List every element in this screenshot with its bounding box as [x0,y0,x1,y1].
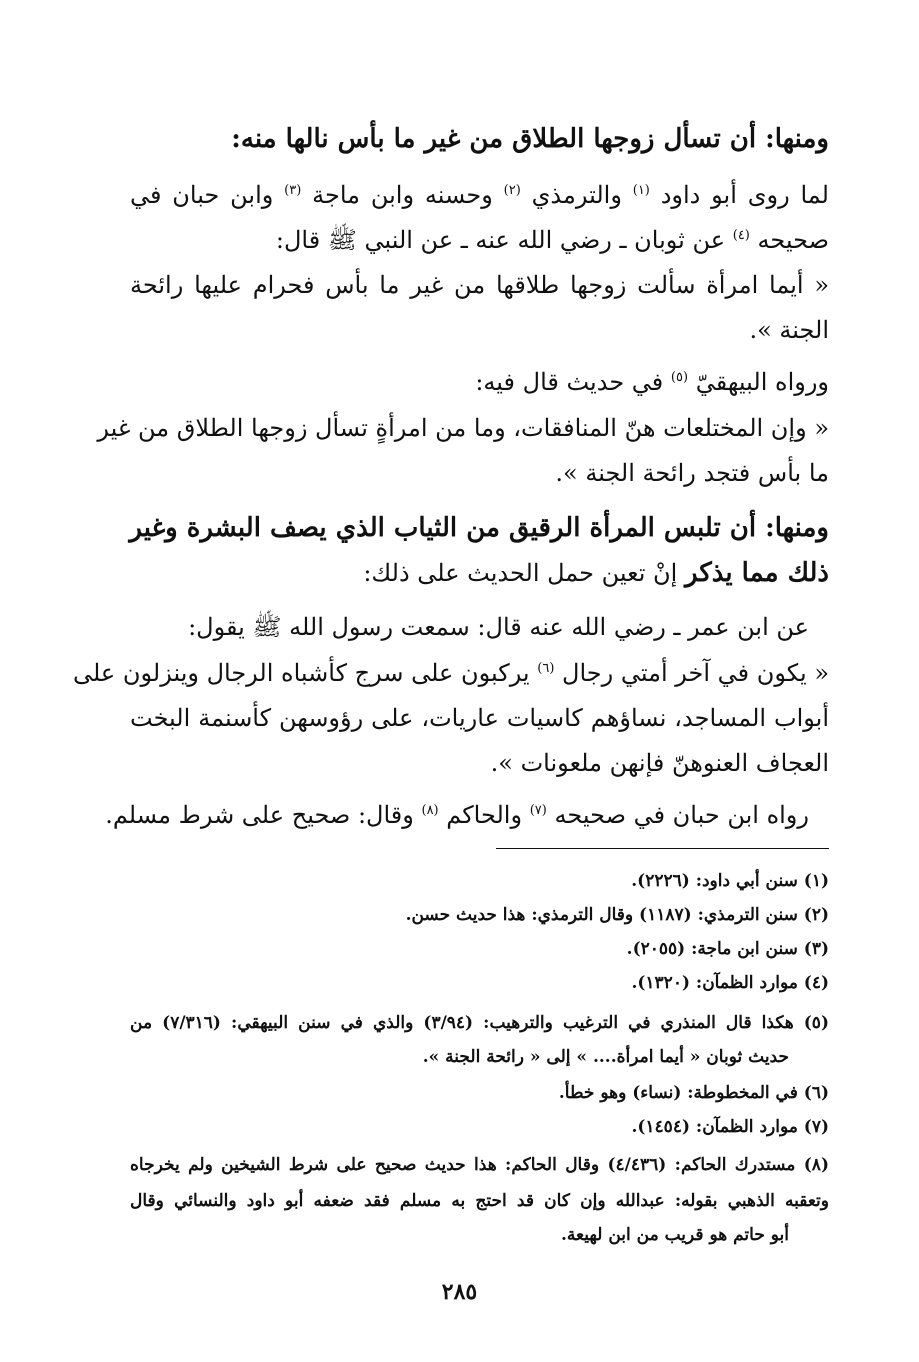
footnote-ref-7[interactable]: (٧) [529,803,547,818]
footnote-ref-6[interactable]: (٦) [537,661,555,676]
footnote-ref-2[interactable]: (٢) [503,183,521,198]
hadith-quote-3-line3: العجاف العنوهنّ فإنهن ملعونات ». [490,749,829,777]
footnote-7: (٧) موارد الظمآن: (١٤٥٤). [631,1117,829,1137]
paragraph-ibn-hibban: رواه ابن حبان في صحيحه $^{(٧)}$ والحاكم $^{(٨)}$ وقال: صحيح على شرط مسلم. [105,801,809,829]
footnote-1: (١) سنن أبي داود: (٢٢٢٦). [631,871,829,891]
hadith-quote-2-line2: ما بأس فتجد رائحة الجنة ». [555,459,829,487]
hadith-quote-3-line2: أبواب المساجد، نساؤهم كاسيات عاريات، على رؤوسهن كأسنمة البخت [130,704,829,732]
footnote-8-line3: أبو حاتم هو قريب من ابن لهيعة. [561,1225,789,1245]
footnote-ref-5[interactable]: (٥) [670,370,689,385]
section-heading-clothing-line2: ذلك مما يذكر إنْ تعين حمل الحديث على ذلك: [363,558,829,588]
footnote-3: (٣) سنن ابن ماجة: (٢٠٥٥). [626,939,829,959]
footnote-ref-8[interactable]: (٨) [421,803,439,818]
footnote-ref-4[interactable]: (٤) [732,228,750,243]
footnote-separator [496,848,829,849]
footnote-5-line2: حديث ثوبان « أيما امرأة.... » إلى « رائحة الجنة ». [422,1047,789,1067]
footnote-ref-3[interactable]: (٣) [284,183,302,198]
paragraph-narrators-line2: صحيحه $^{(٤)}$ عن ثوبان ـ رضي الله عنه ـ عن النبي ﷺ قال: [275,226,829,254]
footnote-6: (٦) في المخطوطة: (نساء) وهو خطأ. [558,1083,829,1103]
paragraph-narrators-line1: لما روى أبو داود $^{(١)}$ والترمذي $^{(٢)}$ وحسنه وابن ماجة $^{(٣)}$ وابن حبان في [130,181,829,209]
hadith-quote-1-line1: « أيما امرأة سألت زوجها طلاقها من غير ما بأس فحرام عليها رائحة [130,271,829,299]
paragraph-ibn-umar: عن ابن عمر ـ رضي الله عنه قال: سمعت رسول الله ﷺ يقول: [188,613,809,641]
footnote-2: (٢) سنن الترمذي: (١١٨٧) وقال الترمذي: هذا حديث حسن. [405,905,829,925]
footnote-8-line1: (٨) مستدرك الحاكم: (٤/٤٣٦) وقال الحاكم: هذا حديث صحيح على شرط الشيخين ولم يخرجاه [130,1155,829,1175]
footnote-ref-1[interactable]: (١) [632,183,650,198]
footnote-8-line2: وتعقبه الذهبي بقوله: عبدالله وإن كان قد احتج به مسلم فقد ضعفه أبو داود والنسائي وقال [130,1191,829,1211]
footnote-5-line1: (٥) هكذا قال المنذري في الترغيب والترهيب: (٣/٩٤) والذي في سنن البيهقي: (٧/٣١٦) من [130,1013,829,1033]
hadith-quote-2-line1: « وإن المختلعات هنّ المنافقات، وما من امرأةٍ تسأل زوجها الطلاق من غير [97,414,829,442]
section-heading-divorce: ومنها: أن تسأل زوجها الطلاق من غير ما بأس نالها منه: [231,124,829,154]
hadith-quote-1-line2: الجنة ». [749,316,829,344]
hadith-quote-3-line1: « يكون في آخر أمتي رجال $^{(٦)}$ يركبون على سرج كأشباه الرجال وينزلون على [72,659,829,687]
section-heading-clothing-line1: ومنها: أن تلبس المرأة الرقيق من الثياب الذي يصف البشرة وغير [129,513,829,543]
paragraph-bayhaqi: ورواه البيهقيّ $^{(٥)}$ في حديث قال فيه: [475,368,829,396]
page-number: ٢٨٥ [441,1279,478,1305]
footnote-4: (٤) موارد الظمآن: (١٣٢٠). [631,973,829,993]
